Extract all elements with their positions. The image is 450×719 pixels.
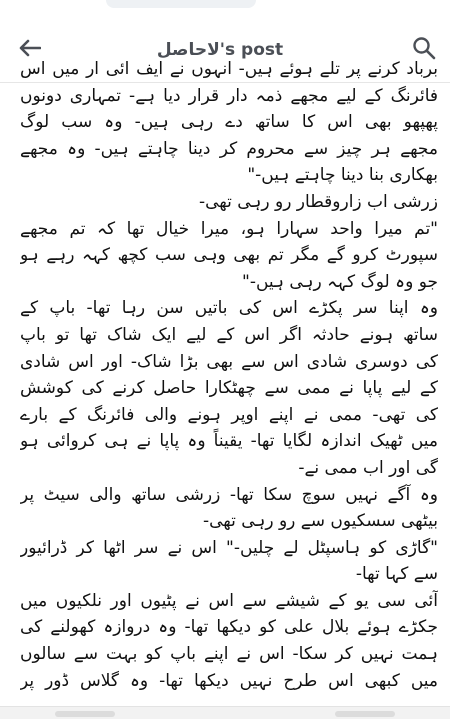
page-title: لاحاصل's post (156, 40, 284, 60)
post-line: سپورٹ کرو گے مگر تم بھی وہی سب کچھ کہہ رہے ہو (20, 245, 438, 266)
post-line: ہمت نہیں کر سکا- اس نے اپنے باپ کو بہت سے سالوں (20, 644, 438, 665)
post-line: زرشی اب زاروقطار رو رہی تھی- (198, 191, 438, 212)
bottom-pill (55, 711, 115, 717)
post-body (20, 56, 438, 694)
post-line: سے کہا تھا- (355, 564, 438, 585)
post-line: "تم میرا واحد سہارا ہو، میرا خیال تھا کہ تم مجھے (20, 218, 438, 239)
top-pill (106, 0, 256, 8)
post-line: وہ آگے نہیں سوچ سکا تھا- زرشی ساتھ والی سیٹ پر (20, 484, 438, 505)
post-line: کی تھی- ممی نے اپنے اوپر ہونے والی فائرنگ کے بارے (20, 404, 438, 425)
post-line: کی دوسری شادی اس سے بھی بڑا شاک- اور اس شادی (20, 351, 438, 372)
post-content (0, 56, 450, 706)
post-line: فائرنگ کے لیے مجھے ذمہ دار قرار دیا ہے- تمہاری دونوں (20, 85, 438, 106)
post-line: بیٹھی سسکیوں سے رو رہی تھی- (202, 511, 438, 532)
post-line: برباد کرنے پر تلے ہوئے ہیں- انہوں نے ایف ائی ار میں اس (20, 59, 438, 79)
post-line: گی اور اب ممی نے- (298, 457, 438, 478)
post-line: میں کبھی اس طرح نہیں دیکھا تھا- وہ گلاس ڈور پر (20, 670, 438, 691)
post-line: بھکاری بنا دینا چاہتے ہیں-" (247, 165, 438, 186)
bottom-bar (0, 706, 450, 719)
post-line: "گاڑی کو ہاسپٹل لے چلیں-" اس نے سر اٹھا کر ڈرائیور (20, 537, 438, 558)
post-line: وہ اپنا سر پکڑے اس کی باتیں سن رہا تھا- باپ کے (20, 298, 438, 319)
post-line: کے لیے پاپا نے ممی سے چھٹکارا حاصل کرنے کی کوشش (20, 378, 438, 399)
post-line: میں ٹھیک اندازہ لگایا تھا- یقیناً وہ پاپا نے ہی کروائی ہو (20, 431, 438, 452)
post-line: مجھے ہر چیز سے محروم کر دینا چاہتے ہیں- وہ مجھے (20, 138, 438, 159)
post-line: آئی سی یو کے شیشے سے اس نے پٹیوں اور نلکیوں میں (20, 590, 438, 611)
post-line: جکڑے ہوئے بلال علی کو دیکھا تھا- وہ دروازہ کھولنے کی (20, 617, 438, 638)
status-strip (0, 0, 450, 18)
bottom-pill (335, 711, 395, 717)
post-line: جو وہ لوگ کہہ رہی ہیں-" (242, 271, 438, 292)
post-line: ساتھ ہونے حادثہ اگر اس کے لیے ایک شاک تھا تو باپ (20, 324, 438, 345)
post-line: پھپھو بھی اس کا ساتھ دے رہی ہیں- وہ سب لوگ (20, 112, 438, 133)
